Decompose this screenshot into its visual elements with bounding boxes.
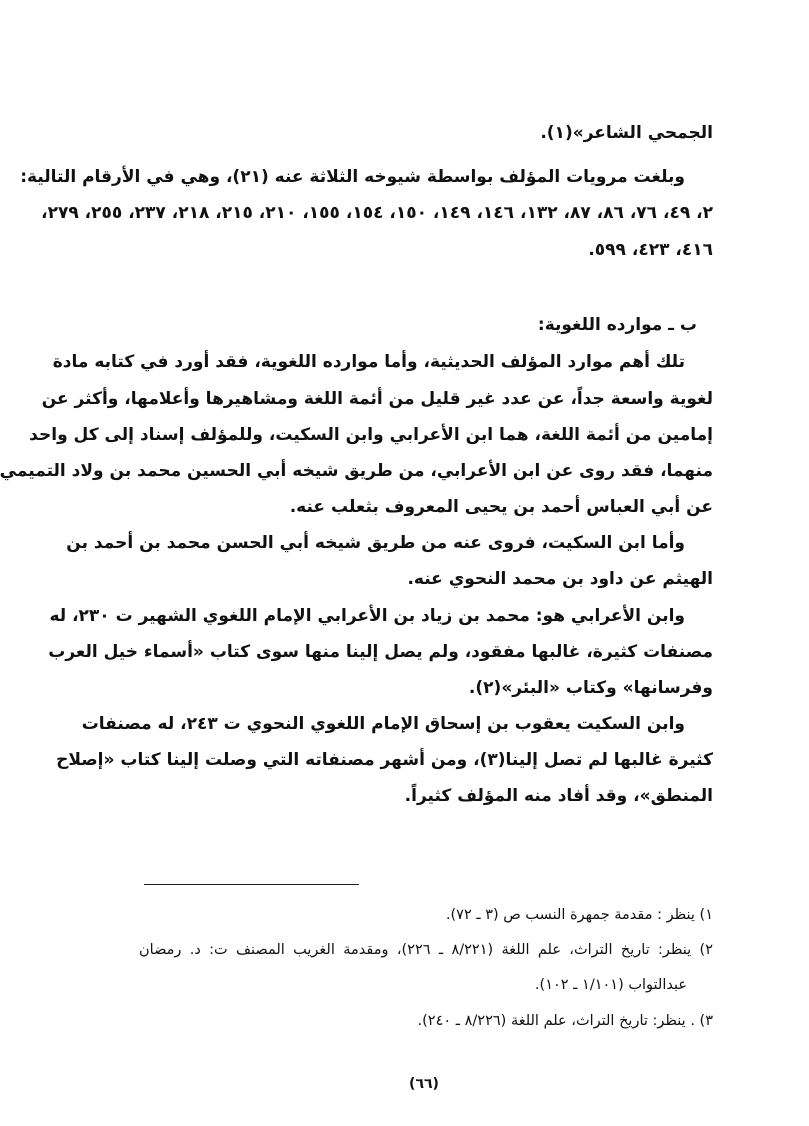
body-line-18: المنطق»، وقد أفاد منه المؤلف كثيراً. [404, 786, 713, 806]
body-line-17: كثيرة غالبها لم تصل إلينا(٣)، ومن أشهر مصنفاته التي وصلت إلينا كتاب «إصلاح [56, 750, 713, 770]
body-line-10: عن أبي العباس أحمد بن يحيى المعروف بثعلب عنه. [289, 497, 713, 517]
section-heading: ب ـ موارده اللغوية: [537, 315, 697, 335]
body-line-15: وفرسانها» وكتاب «البئر»(٢). [468, 678, 713, 698]
body-line-8: إمامين من أئمة اللغة، هما ابن الأعرابي وابن السكيت، وللمؤلف إسناد إلى كل واحد [29, 425, 713, 445]
page-number: (٦٦) [409, 1076, 439, 1092]
footnote-2-continued: عبدالتواب (١/١٠١ ـ ١٠٢). [534, 977, 687, 993]
footnote-2: ٢) ينظر: تاريخ التراث، علم اللغة (٨/٢٢١ ـ ٢٢٦)، ومقدمة الغريب المصنف ت: د. رمضان [139, 942, 714, 958]
footnote-separator [144, 884, 359, 885]
footnote-1: ١) ينظر : مقدمة جمهرة النسب ص (٣ ـ ٧٢). [445, 907, 713, 923]
body-line-14: مصنفات كثيرة، غالبها مفقود، ولم يصل إلينا منها سوى كتاب «أسماء خيل العرب [48, 642, 713, 662]
body-line-12: الهيثم عن داود بن محمد النحوي عنه. [407, 569, 713, 589]
body-line-13: وابن الأعرابي هو: محمد بن زياد بن الأعرابي الإمام اللغوي الشهير ت ٢٣٠، له [49, 606, 685, 626]
body-line-9: منهما، فقد روى عن ابن الأعرابي، من طريق شيخه أبي الحسين محمد بن ولاد التميمي [0, 461, 713, 481]
body-line-4: ٤١٦، ٤٢٣، ٥٩٩. [588, 240, 713, 260]
body-line-16: وابن السكيت يعقوب بن إسحاق الإمام اللغوي النحوي ت ٢٤٣، له مصنفات [81, 714, 685, 734]
body-line-1: الجمحي الشاعر»(١). [540, 123, 713, 143]
footnote-3: ٣) . ينظر: تاريخ التراث، علم اللغة (٨/٢٢٦ ـ ٢٤٠). [417, 1013, 713, 1029]
body-line-6: تلك أهم موارد المؤلف الحديثية، وأما موارده اللغوية، فقد أورد في كتابه مادة [52, 352, 685, 372]
body-line-2: وبلغت مرويات المؤلف بواسطة شيوخه الثلاثة عنه (٢١)، وهي في الأرقام التالية: [20, 167, 685, 187]
body-line-3: ٢، ٤٩، ٧٦، ٨٦، ٨٧، ١٣٢، ١٤٦، ١٤٩، ١٥٠، ١٥٤، ١٥٥، ٢١٠، ٢١٥، ٢١٨، ٢٣٧، ٢٥٥، ٢٧٩، [41, 203, 713, 223]
body-line-11: وأما ابن السكيت، فروى عنه من طريق شيخه أبي الحسن محمد بن أحمد بن [66, 533, 685, 553]
body-line-7: لغوية واسعة جداً، عن عدد غير قليل من أئمة اللغة ومشاهيرها وأعلامها، وأكثر عن [41, 389, 713, 409]
